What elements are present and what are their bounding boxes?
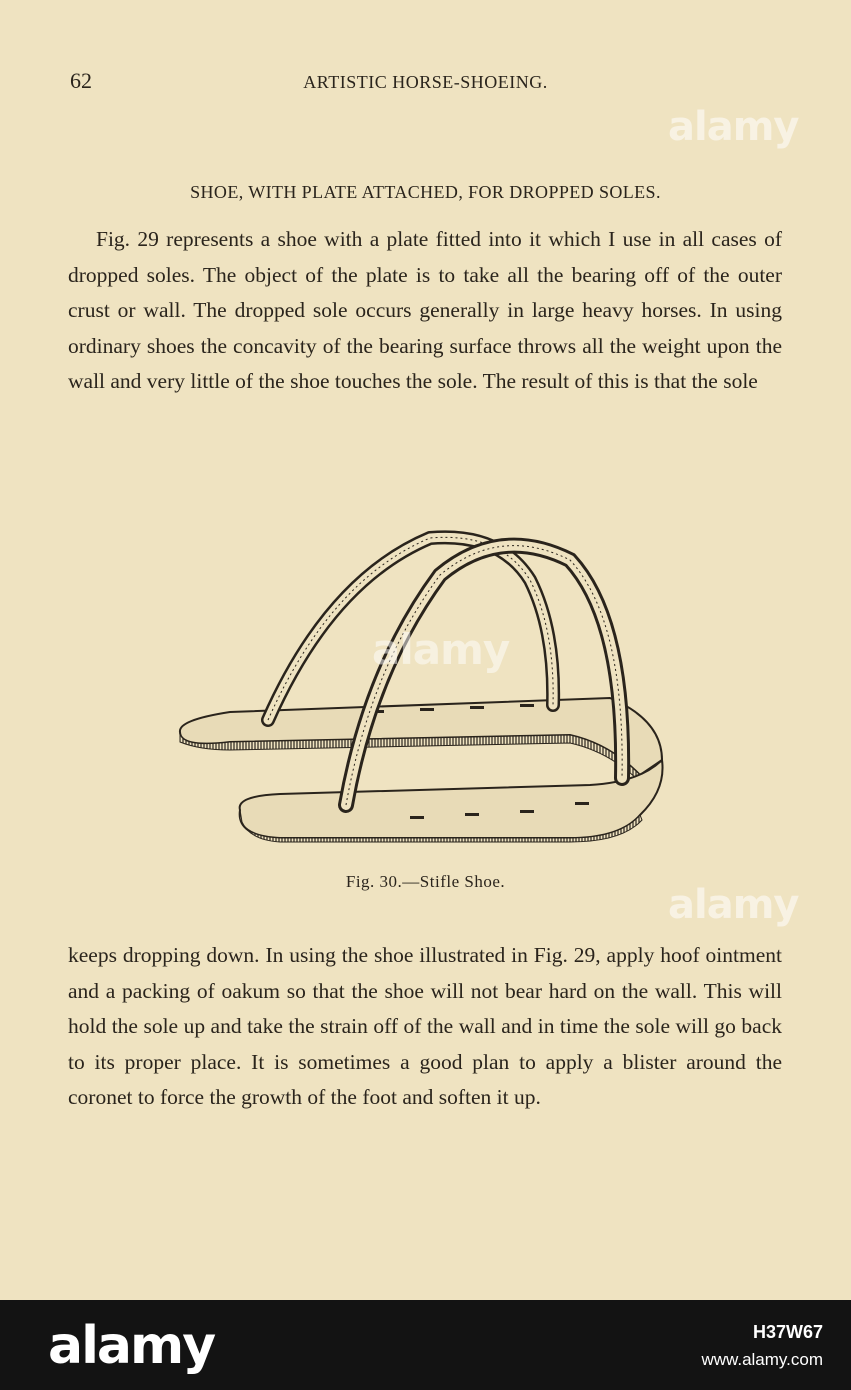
stock-footer-bar: [0, 1300, 851, 1390]
paragraph-2: keeps dropping down. In using the shoe illustrated in Fig. 29, apply hoof ointment and a packing of oakum so that the shoe will not bear hard on the wall. This will hold the sole up and take the strain off of the wall and in time the sole will go back to its proper place. It is sometimes a good plan to apply a blister around the coronet to force the growth of the foot and soften it up.: [68, 943, 782, 1110]
watermark-center: alamy: [372, 625, 510, 674]
page-number: 62: [70, 68, 92, 93]
watermark-top: alamy: [668, 104, 799, 150]
section-heading: SHOE, WITH PLATE ATTACHED, FOR DROPPED SOLES.: [190, 182, 661, 202]
page-header: [70, 68, 781, 98]
figure-caption: Fig. 30.—Stifle Shoe.: [345, 872, 506, 891]
watermark-middle: alamy: [668, 882, 799, 928]
site-url: www.alamy.com: [701, 1350, 823, 1369]
running-title: ARTISTIC HORSE-SHOEING.: [303, 72, 548, 92]
alamy-logo: alamy: [48, 1316, 215, 1376]
image-id: H37W67: [752, 1322, 823, 1342]
paragraph-1: Fig. 29 represents a shoe with a plate fitted into it which I use in all cases of dropped soles. The object of the plate is to take all the bearing off of the outer crust or wall. The dropped sole occurs generally in large heavy horses. In using ordinary shoes the concavity of the bearing surface throws all the weight upon the wall and very little of the shoe touches the sole. The result of this is that the sole: [68, 227, 782, 394]
stifle-shoe-illustration: [170, 520, 670, 855]
